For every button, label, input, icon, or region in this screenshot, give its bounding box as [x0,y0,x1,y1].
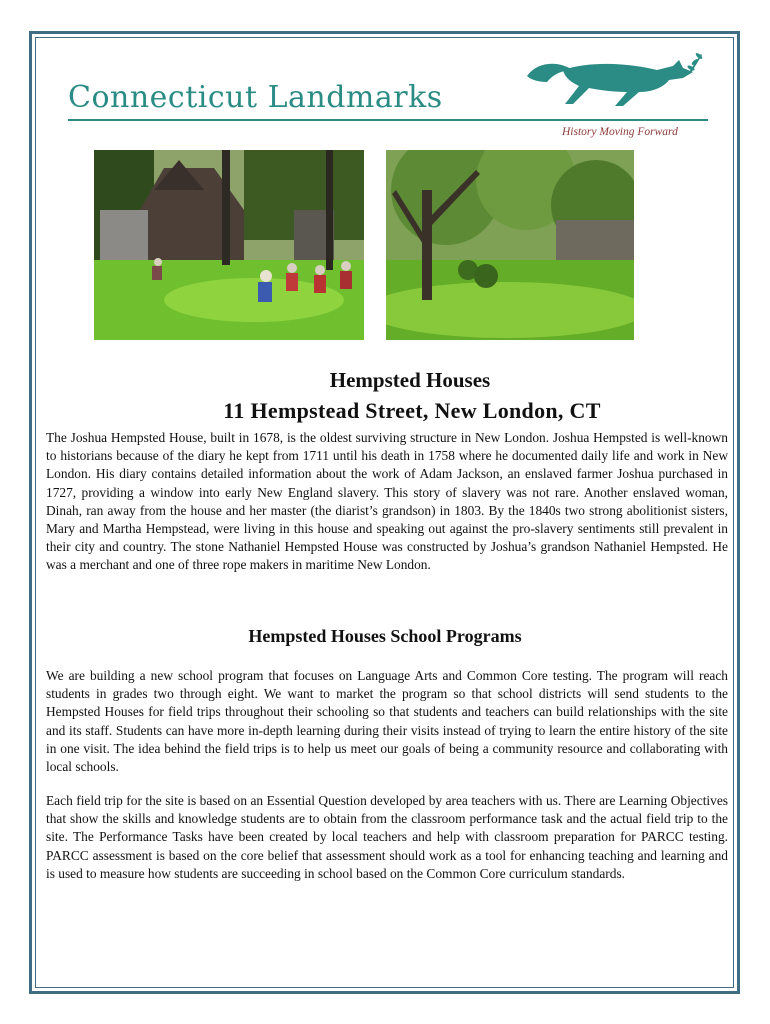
house-photo-right [386,150,634,340]
programs-paragraph-2: Each field trip for the site is based on an Essential Question developed by area teachers with us. There are Learning Objectives that show the skills and knowledge students are to obtain from the classroom performance task and the actual field trip to the site. The Performance Tasks have been created by local teachers and help with classroom preparation for PARCC testing. PARCC assessment is based on the core belief that assessment should work as a tool for enhancing teaching and learning and is used to measure how students are succeeding in school based on the Common Core curriculum standards. [46,793,728,881]
page-title: Hempsted Houses [329,368,491,392]
intro-paragraph: The Joshua Hempsted House, built in 1678, is the oldest surviving structure in New London. Joshua Hempsted is well-known to historians because of the diary he kept from 1711 until his death in 1758 where he documented daily life and work in New London. His diary contains detailed information about the work of Adam Jackson, an enslaved farmer Joshua purchased in 1727, providing a window into early New England slavery. This story of slavery was not rare. Another enslaved woman, Dinah, ran away from the house and her master (the diarist’s grandson) in 1803. By the 1840s two strong abolitionist sisters, Mary and Martha Hempstead, were living in this house and speaking out against the pro-slavery sentiments still prevalent in their city and country. The stone Nathaniel Hempsted House was constructed by Joshua’s grandson Nathaniel Hempsted. He was a merchant and one of three rope makers in maritime New London. [46,430,728,573]
page-address: 11 Hempstead Street, New London, CT [223,398,601,423]
historic-house-with-visitors-image [94,150,364,340]
house-photo-left [94,150,364,340]
brand-tagline: History Moving Forward [562,126,678,138]
brand-name: Connecticut Landmarks [68,80,443,115]
fox-with-olive-branch-icon [523,48,705,120]
programs-paragraph-1: We are building a new school program that focuses on Language Arts and Common Core testing. The program will reach students in grades two through eight. We want to market the program so that school districts will send students to the Hempsted Houses for field trips throughout their schooling so that students and teachers can build relationships with the site and its staff. Students can have more in-depth learning during their visits instead of trying to learn the entire history of the site in one visit. The idea behind the field trips is to help us meet our goals of being a community resource and collaborating with local schools. [46,668,728,775]
tree-lawn-stone-house-image [386,150,634,340]
section-title-programs: Hempsted Houses School Programs [248,626,522,646]
